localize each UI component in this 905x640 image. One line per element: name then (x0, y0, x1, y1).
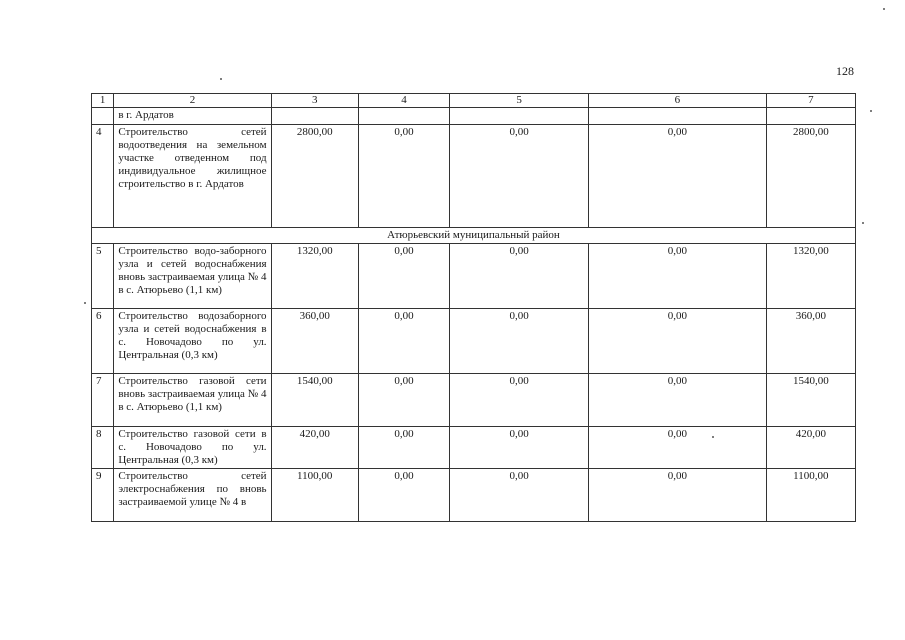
value-cell-col-6: 0,00 (589, 244, 767, 309)
table-row (92, 469, 856, 522)
value-cell-col-4: 0,00 (358, 374, 449, 427)
value-cell-col-3: 360,00 (271, 309, 358, 374)
table-cell (358, 108, 449, 125)
value-cell-col-4: 0,00 (358, 125, 449, 228)
scan-speck (84, 302, 86, 304)
value-cell-col-4: 0,00 (358, 309, 449, 374)
row-number-cell: 4 (92, 125, 114, 228)
value-cell-col-6: 0,00 (589, 374, 767, 427)
table-cell (766, 108, 855, 125)
table-row (92, 125, 856, 228)
header-col-3: 3 (271, 94, 358, 108)
scan-speck (870, 110, 872, 112)
value-cell-col-3: 1540,00 (271, 374, 358, 427)
value-cell-col-7: 420,00 (766, 427, 855, 469)
row-number-cell: 6 (92, 309, 114, 374)
project-name-cell: в г. Ардатов (114, 108, 271, 125)
value-cell-col-3: 2800,00 (271, 125, 358, 228)
table-cell (450, 108, 589, 125)
value-cell-col-7: 360,00 (766, 309, 855, 374)
value-cell-col-5: 0,00 (450, 374, 589, 427)
value-cell-col-6: 0,00 (589, 469, 767, 522)
value-cell-col-6: 0,00 (589, 125, 767, 228)
value-cell-col-7: 1540,00 (766, 374, 855, 427)
value-cell-col-6: 0,00 (589, 309, 767, 374)
page-number: 128 (836, 64, 854, 78)
header-col-7: 7 (766, 94, 855, 108)
value-cell-col-5: 0,00 (450, 125, 589, 228)
value-cell-col-5: 0,00 (450, 427, 589, 469)
value-cell-col-7: 1320,00 (766, 244, 855, 309)
table-row (92, 309, 856, 374)
project-name-cell: Строительство водозаборного узла и сетей водоснабжения в с. Новочадово по ул. Центральная (0,3 км) (114, 309, 271, 374)
header-col-6: 6 (589, 94, 767, 108)
value-cell-col-3: 420,00 (271, 427, 358, 469)
section-title: Атюрьевский муниципальный район (92, 228, 856, 244)
table-cell (589, 108, 767, 125)
budget-table (91, 93, 856, 522)
value-cell-col-5: 0,00 (450, 469, 589, 522)
table-row (92, 374, 856, 427)
column-number-header-row (92, 94, 856, 108)
scan-speck (712, 436, 714, 438)
project-name-cell: Строительство газовой сети в с. Новочадово по ул. Центральная (0,3 км) (114, 427, 271, 469)
value-cell-col-3: 1100,00 (271, 469, 358, 522)
row-number-cell: 5 (92, 244, 114, 309)
row-number-cell: 7 (92, 374, 114, 427)
header-col-5: 5 (450, 94, 589, 108)
table-cell (92, 108, 114, 125)
project-name-cell: Строительство сетей водоотведения на земельном участке отведенном под индивидуальное жилищное строительство в г. Ардатов (114, 125, 271, 228)
scan-speck (883, 8, 885, 10)
project-name-cell: Строительство водо-заборного узла и сетей водоснабжения вновь застраиваемая улица № 4 в с. Атюрьево (1,1 км) (114, 244, 271, 309)
value-cell-col-5: 0,00 (450, 309, 589, 374)
row-number-cell: 9 (92, 469, 114, 522)
project-name-cell: Строительство газовой сети вновь застраиваемая улица № 4 в с. Атюрьево (1,1 км) (114, 374, 271, 427)
value-cell-col-4: 0,00 (358, 427, 449, 469)
row-number-cell: 8 (92, 427, 114, 469)
table-row (92, 427, 856, 469)
value-cell-col-4: 0,00 (358, 244, 449, 309)
value-cell-col-7: 1100,00 (766, 469, 855, 522)
section-row (92, 228, 856, 244)
scan-speck (862, 222, 864, 224)
continuation-row (92, 108, 856, 125)
header-col-1: 1 (92, 94, 114, 108)
value-cell-col-5: 0,00 (450, 244, 589, 309)
header-col-4: 4 (358, 94, 449, 108)
scan-speck (220, 78, 222, 80)
header-col-2: 2 (114, 94, 271, 108)
table-row (92, 244, 856, 309)
value-cell-col-3: 1320,00 (271, 244, 358, 309)
project-name-cell: Строительство сетей электроснабжения по вновь застраиваемой улице № 4 в (114, 469, 271, 522)
value-cell-col-4: 0,00 (358, 469, 449, 522)
value-cell-col-7: 2800,00 (766, 125, 855, 228)
table-cell (271, 108, 358, 125)
value-cell-col-6: 0,00 (589, 427, 767, 469)
